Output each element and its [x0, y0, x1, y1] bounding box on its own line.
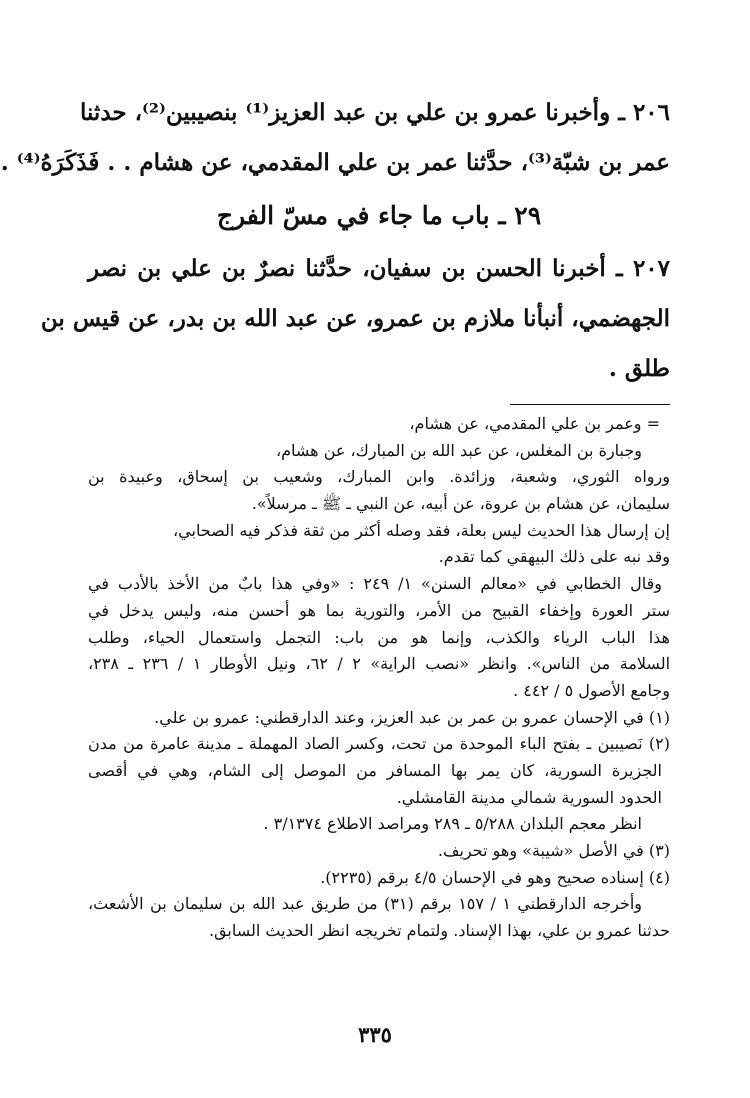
hadith-206	[0, 88, 670, 188]
commentary-line: وجبارة بن المغلس، عن عبد الله بن المبارك، عن هشام،	[275, 440, 642, 460]
commentary-line: ستر العورة وإخفاء القبيح من الأمر، والتورية بما هو أحسن منه، وليس يدخل في	[88, 600, 670, 620]
commentary-line: وقال الخطابي في «معالم السنن» ١/ ٢٤٩ : «وفي هذا بابٌ من الأخذ بالأدب في	[88, 574, 663, 594]
footnote-2-line: الحدود السورية شمالي مدينة القامشلي.	[396, 787, 662, 807]
footnote-3: (٣) في الأصل «شيبة» وهو تحريف.	[437, 841, 670, 860]
chapter-heading: ٢٩ ـ باب ما جاء في مسّ الفرج	[216, 201, 542, 230]
main-text-line: الجهضمي، أنبأنا ملازم بن عمرو، عن عبد الله بن بدر، عن قيس بن	[40, 305, 670, 332]
footnote-separator	[510, 404, 670, 405]
page-body	[0, 88, 671, 945]
commentary-block	[88, 411, 670, 705]
footnote-2: (٢) نَصيبين ـ بفتح الباء الموحدة من تحت، وكسر الصاد المهملة ـ مدينة عامرة من مدن	[88, 734, 670, 754]
main-text-line: ٢٠٧ ـ أخبرنا الحسن بن سفيان، حدَّثنا نصرٌ بن علي بن نصر	[88, 255, 670, 282]
commentary-line: وقد نبه على ذلك البيهقي كما تقدم.	[438, 547, 670, 567]
footnote-1: (١) في الإحسان عمرو بن عمر بن عبد العزيز، وعند الدارقطني: عمرو بن علي.	[154, 707, 670, 727]
footnote-2-line: انظر معجم البلدان ٥/٢٨٨ ـ ٢٨٩ ومراصد الاطلاع ٣/١٣٧٤ .	[263, 814, 642, 834]
commentary-line: وجامع الأصول ٥ / ٤٤٢ .	[513, 680, 670, 700]
main-text-line: ٢٠٦ ـ وأخبرنا عمرو بن علي بن عبد العزيز⁽¹⁾ بنصيبين⁽²⁾، حدثنا	[79, 99, 670, 126]
page-number: ٣٣٥	[358, 1022, 392, 1047]
commentary-line: هذا الباب الرياء والكذب، وإنما هو من باب: التجمل واستعمال الحياء، وطلب	[88, 627, 670, 647]
commentary-line: = وعمر بن علي المقدمي، عن هشام،	[409, 414, 660, 433]
footnote-4: (٤) إسناده صحيح وهو في الإحسان ٤/٥ برقم (٢٢٣٥).	[320, 867, 670, 887]
main-text-line: عمر بن شبّة⁽³⁾، حدَّثنا عمر بن علي المقدمي، عن هشام . . فَذَكَرَهُ⁽⁴⁾ .	[0, 149, 670, 176]
footnote-2-line: الجزيرة السورية، كان يمر بها المسافر من الموصل إلى الشام، وهي في أقصى	[88, 760, 662, 780]
commentary-line: السلامة من الناس». وانظر «نصب الراية» ٢ / ٦٢، ونيل الأوطار ١ / ٢٣٦ ـ ٢٣٨،	[88, 654, 671, 674]
footnotes	[88, 705, 670, 945]
hadith-207	[40, 244, 670, 394]
footnote-4-line: وأخرجه الدارقطني ١ / ١٥٧ برقم (٣١) من طريق عبد الله بن سليمان بن الأشعث،	[88, 894, 643, 914]
commentary-line: سليمان، عن هشام بن عروة، عن أبيه، عن النبي ـ ﷺ ـ مرسلاً».	[251, 494, 670, 514]
main-text-line: طلق .	[608, 355, 670, 382]
commentary-line: ورواه الثوري، وشعبة، وزائدة. وابن المبارك، وشعيب بن إسحاق، وعبيدة بن	[88, 467, 670, 487]
footnote-4-line: حدثنا عمرو بن علي، بهذا الإسناد. ولتمام تخريجه انظر الحديث السابق.	[208, 921, 670, 941]
commentary-line: إن إرسال هذا الحديث ليس بعلة، فقد وصله أكثر من ثقة فذكر فيه الصحابي،	[172, 520, 670, 540]
